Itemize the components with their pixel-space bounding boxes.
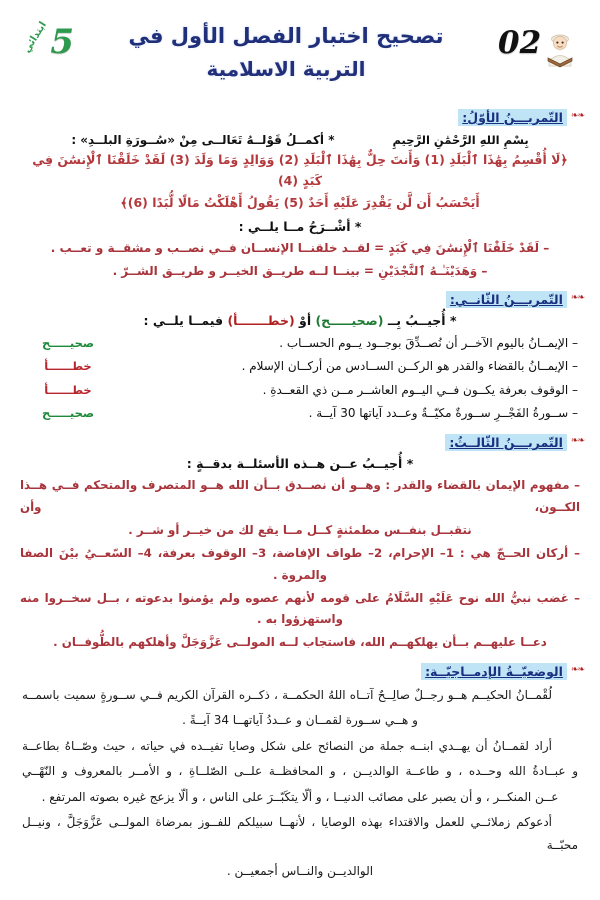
grade-number: 5 xyxy=(50,22,74,62)
exercise-1-explain-prompt: * أشْــرَحُ مــا يلــي : xyxy=(238,218,362,234)
statement-text: – ســورةُ الفَجْــرِ ســورةٌ مكيّــةٌ وعــدد آياتها 30 آيــة . xyxy=(308,406,578,421)
statement-text: – الإيمــانُ بالقضاء والقدر هو الركــن الســادس من أركــان الإسلام . xyxy=(241,359,578,374)
section-heading-situation xyxy=(16,663,584,680)
reading-boy-icon xyxy=(542,30,578,68)
exercise-2-option-correct: (صحيـــــح) xyxy=(315,312,384,328)
quran-verse-line-1: ﴿لَا أُقْسِمُ بِهَٰذَا ٱلْبَلَدِ (1) وَأَنتَ حِلٌّ بِهَٰذَا ٱلْبَلَدِ (2) وَوَالِدٍ وَمَا وَلَدَ (3) لَقَدْ خَلَقْنَا ٱلْإِنسَٰنَ فِي كَبَدٍ (4) xyxy=(32,152,568,188)
situation-line-1: لُقْمــانُ الحكيــم هــو رجــلٌ صالِــحٌ آتــاه اللهُ الحكمــة ، ذكــره القرآن الكريم فــي ســورةٍ سميت باسمــه xyxy=(22,687,552,702)
exercise-2-heading: التّمريـــنُ الثّانــي: xyxy=(446,291,567,308)
section-heading-exercise-1 xyxy=(16,109,584,126)
exercise-1-explanation-1: – لَقَدْ خَلَقْنَا ٱلْإِنسَٰنَ فِي كَبَدٍ = لقــد خلقنــا الإنســان فــي نصــب و مشقــة و تعــب . xyxy=(50,240,550,255)
exercise-1-prompt-row xyxy=(16,133,584,147)
exercise-3-answer-line-5: دعــا عليهــم بــأن يهلكهــم الله، فاستجاب لــه المولــى عَزَّوَجَلَّ وأهلكهم بالطُّوفــان . xyxy=(53,635,547,650)
grade-level-label: ابتدائي xyxy=(21,20,49,55)
basmala-text: بِسْمِ اللهِ الرَّحْمَٰنِ الرَّحِيمِ xyxy=(392,133,529,147)
situation-heading: الوضعيّــةُ الإدمــاجيّــة: xyxy=(421,663,567,680)
exam-number-block xyxy=(498,22,584,68)
grade-badge xyxy=(16,20,74,62)
page-title: تصحيح اختبار الفصل الأول في xyxy=(128,24,444,48)
exercise-1-explanation-2: – وَهَدَيْنَـٰـهُ ٱلنَّجْدَيْنِ = بينــا لــه طريــق الخيــر و طريــق الشــرّ . xyxy=(112,263,488,278)
situation-line-6: أدعوكم زملائــي للعمل والاقتداء بهذه الوصايا ، لأنهــا سبيلكم للفــوز بمرضاة المولــى عَزَّوَجَلَّ ، ونيــل محبّــة xyxy=(22,814,578,853)
section-heading-exercise-2 xyxy=(16,291,584,308)
section-bullet-icon: ❧❧ xyxy=(570,436,584,447)
quran-verse-line-2: أَيَحْسَبُ أَن لَّن يَقْدِرَ عَلَيْهِ أَحَدٌ (5) يَقُولُ أَهْلَكْتُ مَالًا لُّبَدًا (6)﴾ xyxy=(120,195,480,211)
exam-number: 02 xyxy=(498,25,542,61)
table-row xyxy=(16,332,584,355)
table-row xyxy=(16,402,584,425)
exercise-1-prompt: * أكمــلُ قَوْلــهُ تَعَالــى مِنْ «سُــورَةِ البلــدِ» : xyxy=(71,133,335,147)
page-subtitle: التربية الاسلامية xyxy=(206,57,366,82)
situation-line-2: و هــي ســورة لقمــان و عــددُ آياتهــا 34 آيــةً . xyxy=(182,713,418,728)
section-heading-exercise-3 xyxy=(16,434,584,451)
situation-line-7: الوالديــن والنــاس أجمعيــن . xyxy=(226,863,374,878)
answer-badge: صحيـــــح xyxy=(41,406,95,421)
exercise-3-answer-line-1: – مفهوم الإيمان بالقضاء والقدر : وهــو أن نصــدق بــأن الله هــو المتصرف والمتحكم فــي هــذا الكــون، وأن xyxy=(20,478,580,515)
page-header xyxy=(16,22,584,100)
true-false-list xyxy=(16,332,584,426)
exercise-2-prompt xyxy=(16,313,584,328)
exercise-3-answer-line-4: – غضب نبيُّ الله نوح عَلَيْهِ السَّلَامُ على قومه لأنهم عصوه ولم يؤمنوا بدعوته ، بــل سخــروا منه واستهزؤوا به . xyxy=(20,590,580,627)
statement-text: – الوقوف بعرفة يكــون فــي اليــوم العاشــر مــن ذي القعــدةِ . xyxy=(262,382,578,397)
table-row xyxy=(16,355,584,378)
situation-line-4: و عبــادةُ الله وحــده ، و طاعــة الوالديــن ، و المحافظــة علــى الصّلــاةِ ، و الأمــر بالمعروف و النّهْــي xyxy=(22,764,578,779)
statement-text: – الإيمــانُ باليوم الآخــر أن نُصــدِّقَ بوجــود يــوم الحســاب . xyxy=(279,335,578,350)
answer-badge: خطــــــأ xyxy=(44,382,92,397)
section-bullet-icon: ❧❧ xyxy=(570,111,584,121)
section-bullet-icon: ❧❧ xyxy=(570,664,584,675)
exercise-3-answer-line-2: نتقبــل بنفــس مطمئنةٍ كــل مــا يقع لك من خيــر أو شــر . xyxy=(128,523,472,538)
situation-line-3: أراد لقمــانُ أن يهــدي ابنــه جملة من النصائح على شكل وصايا تفيــده في حياته ، حيث وصّــاهُ بطاعــة xyxy=(22,738,552,753)
exercise-2-prompt-or: أوْ xyxy=(299,312,312,328)
exercise-3-heading: التّمريـــنُ الثّالــثُ: xyxy=(445,434,567,451)
exercise-3-prompt: * أُجيــبُ عــن هــذه الأسئلــة بدقــةٍ : xyxy=(186,456,414,472)
exercise-1-heading: التّمريـــنُ الأوّلُ: xyxy=(458,109,567,126)
title-block xyxy=(74,22,498,81)
exercise-2-option-wrong: (خطـــــــأ) xyxy=(227,312,295,328)
answer-badge: صحيـــــح xyxy=(41,335,95,350)
situation-line-5: عــن المنكــر ، و أن يصبر على مصائب الدنيــا ، و ألّا يتكَبّــرَ على الناس ، و ألّا يزعج غيره بصوته المرتفع . xyxy=(41,789,559,804)
exercise-2-prompt-prefix: * أُجيــبُ بِــ xyxy=(387,312,457,328)
answer-badge: خطــــــأ xyxy=(44,359,92,374)
exercise-3-answer-line-3: – أركان الحــجّ هي : 1– الإحرام، 2– طواف الإفاضة، 3– الوقوف بعرفة، 4– السّعــيُ بيْنَ الصفا والمروة . xyxy=(20,545,581,582)
section-bullet-icon: ❧❧ xyxy=(570,292,584,303)
table-row xyxy=(16,379,584,402)
exercise-2-prompt-suffix: فيمــا يلــي : xyxy=(143,312,224,328)
